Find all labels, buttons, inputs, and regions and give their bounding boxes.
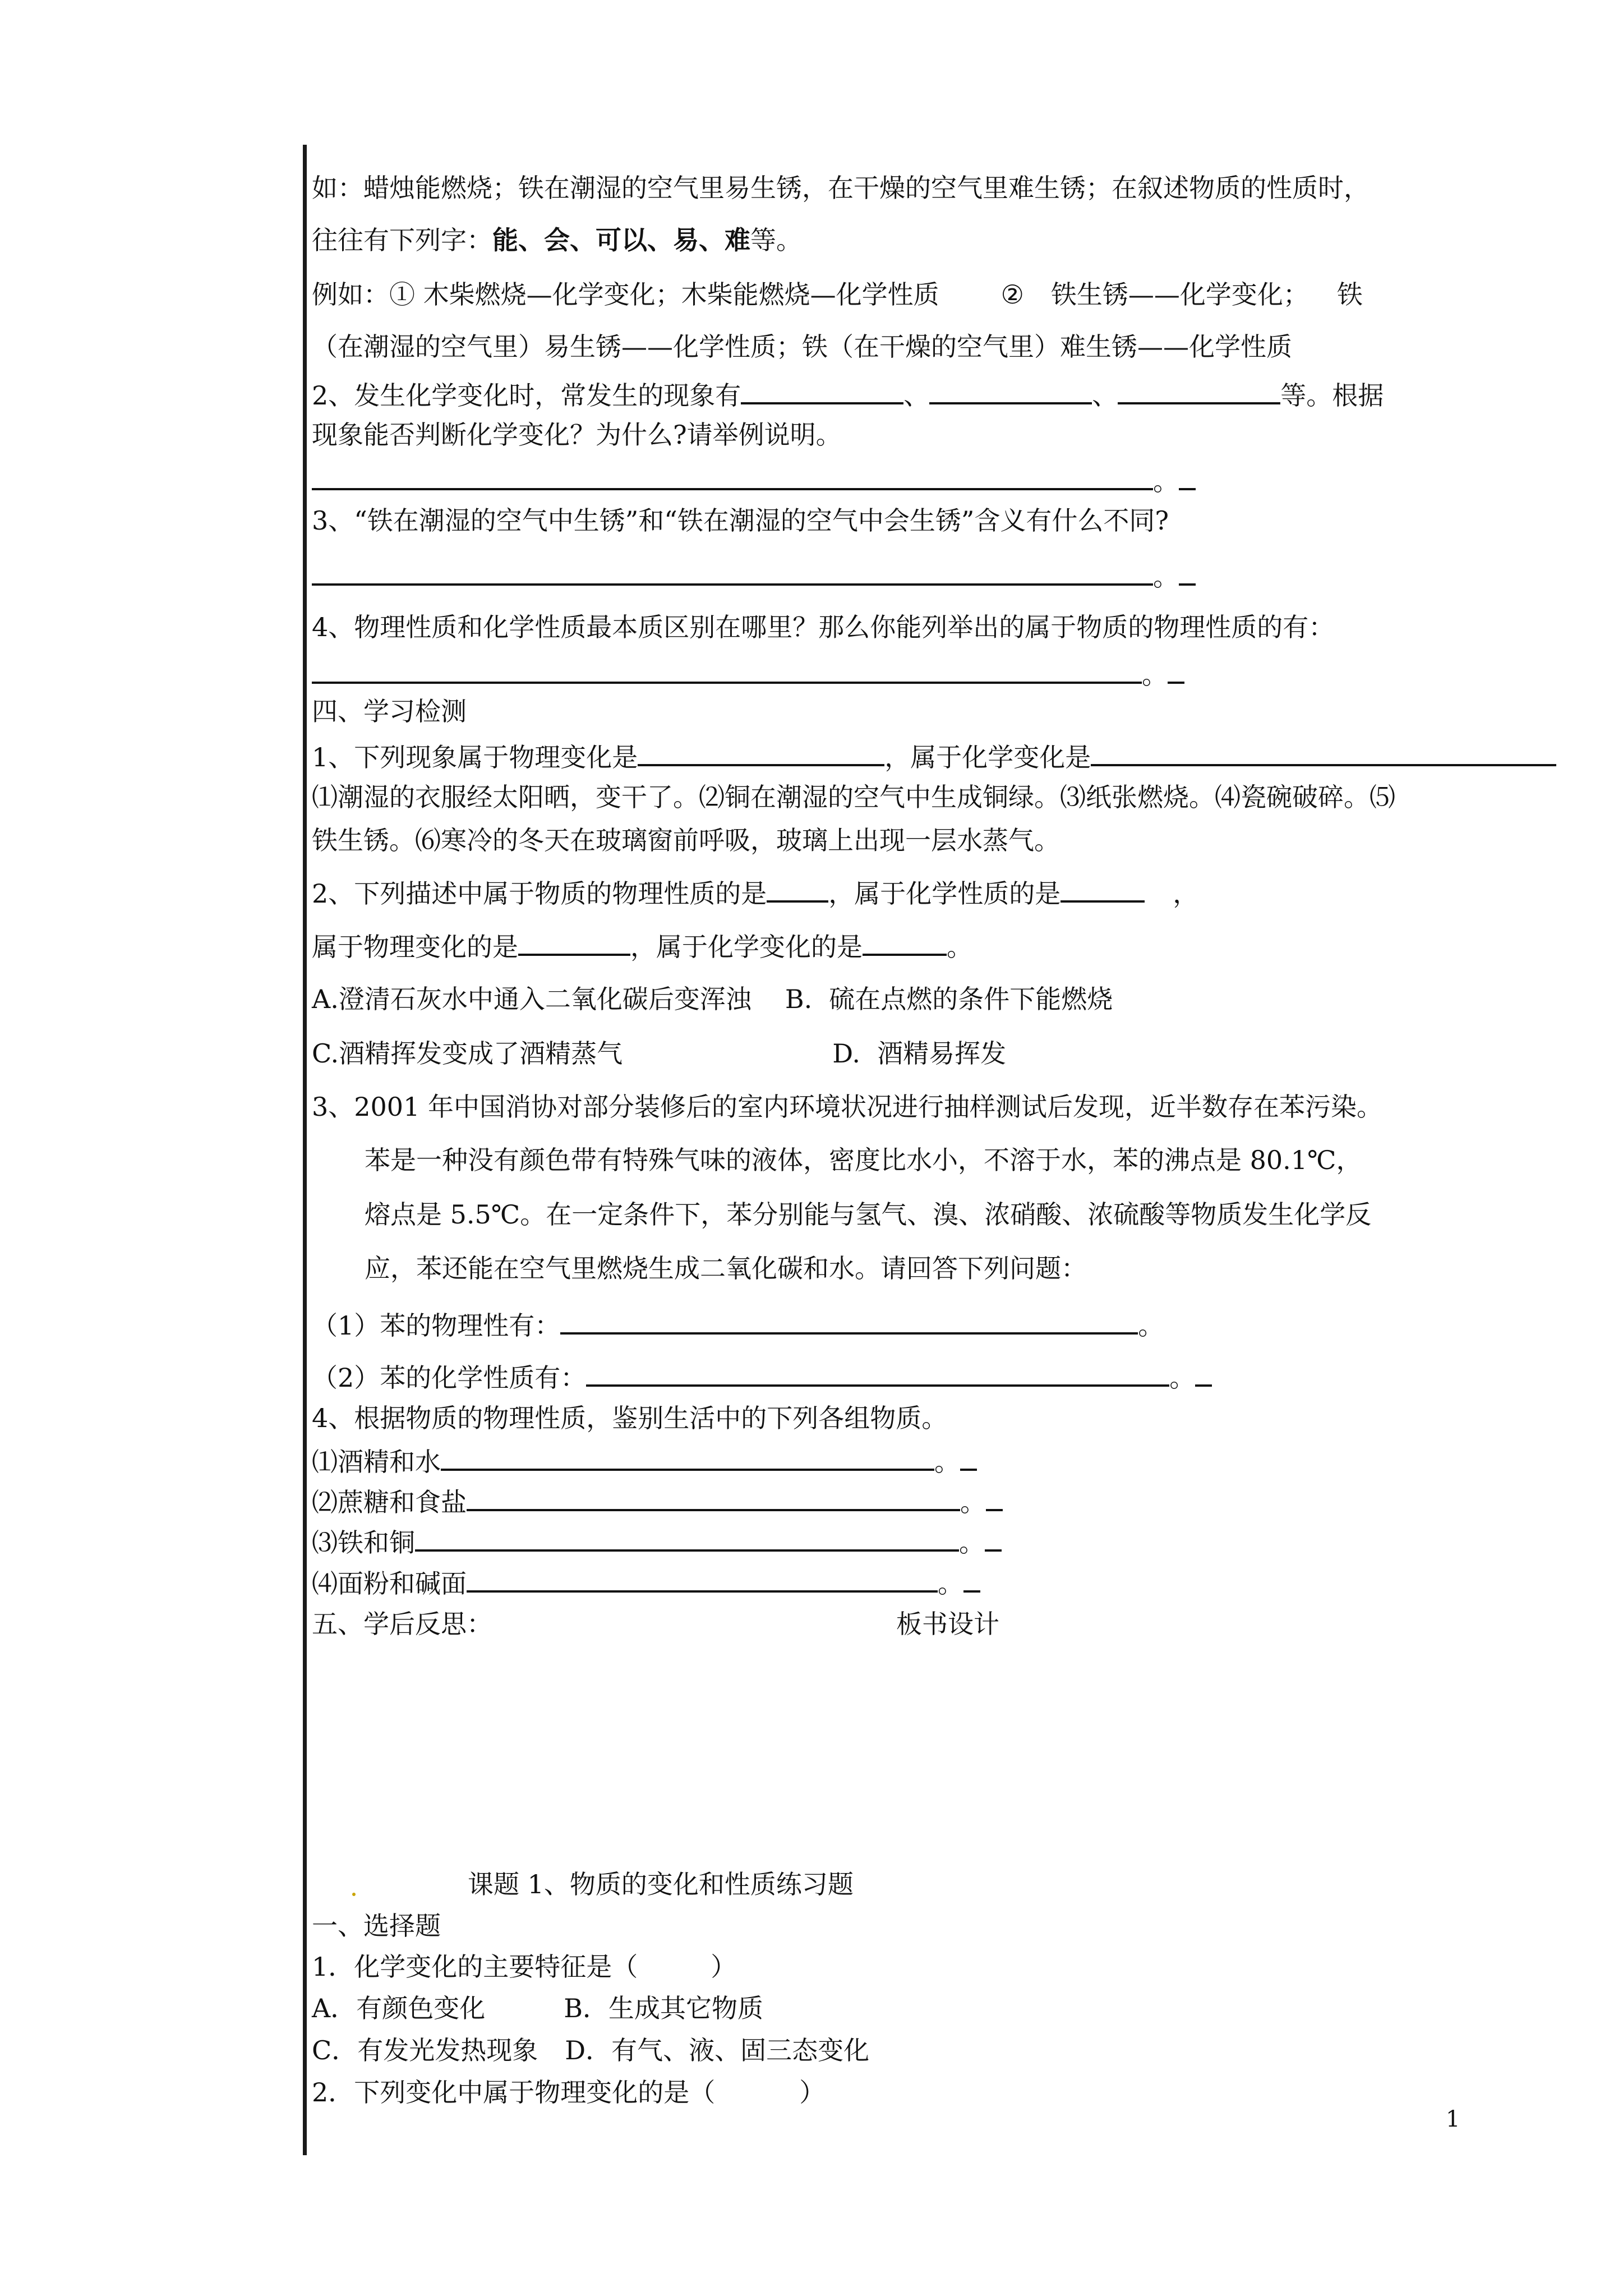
answer-line: [467, 1487, 960, 1511]
line-28: ⑵蔗糖和食盐 。: [312, 1487, 1003, 1515]
question-1: 1．化学变化的主要特征是（ ）: [312, 1952, 737, 1982]
line-21: 苯是一种没有颜色带有特殊气味的液体，密度比水小，不溶于水，苯的沸点是 80.1℃，: [365, 1145, 1362, 1175]
line-13: 1、下列现象属于物理变化是 ，属于化学变化是: [312, 742, 1556, 770]
exercise-title: 课题 1、物质的变化和性质练习题: [468, 1869, 854, 1899]
line-20: 3、2001 年中国消协对部分装修后的室内环境状况进行抽样测试后发现，近半数存在苯污染。: [312, 1092, 1382, 1122]
line-30: ⑷面粉和碱面 。: [312, 1568, 980, 1596]
section-heading-4: 四、学习检测: [312, 696, 467, 726]
line-11: 。: [312, 659, 1184, 688]
answer-line: [312, 659, 1142, 684]
q1-options-a-b: A．有颜色变化 B．生成其它物质: [312, 1993, 764, 2023]
answer-line: [312, 561, 1153, 586]
option-a-b: A.澄清石灰水中通入二氧化碳后变浑浊 B. 硫在点燃的条件下能燃烧: [312, 984, 1113, 1014]
answer-line: [441, 1446, 934, 1471]
line-04: （在潮湿的空气里）易生锈——化学性质；铁（在干燥的空气里）难生锈——化学性质: [312, 332, 1292, 362]
line-25: （2）苯的化学性质有： 。: [312, 1362, 1212, 1391]
blank: [1118, 380, 1280, 404]
page-number: 1: [1446, 2106, 1460, 2132]
line-01: 如：蜡烛能燃烧；铁在潮湿的空气里易生锈，在干燥的空气里难生锈；在叙述物质的性质时，: [312, 173, 1370, 203]
line-22: 熔点是 5.5℃。在一定条件下，苯分别能与氢气、溴、浓硝酸、浓硫酸等物质发生化学反: [365, 1199, 1372, 1230]
line-03: 例如：① 木柴燃烧—化学变化；木柴能燃烧—化学性质 ② 铁生锈——化学变化； 铁: [312, 279, 1363, 310]
keywords: 能、会、可以、易、难: [492, 225, 750, 255]
line-23: 应，苯还能在空气里燃烧生成二氧化碳和水。请回答下列问题：: [365, 1253, 1087, 1283]
line-05: 2、发生化学变化时，常发生的现象有 、 、 等。根据: [312, 380, 1384, 411]
line-09: 。: [312, 561, 1196, 590]
blank: [929, 380, 1092, 404]
line-29: ⑶铁和铜 。: [312, 1527, 1002, 1556]
answer-line: [415, 1527, 959, 1552]
line-17: 属于物理变化的是 ，属于化学变化的是 。: [312, 932, 972, 962]
blank: [741, 380, 903, 404]
line-24: （1）苯的物理性有： 。: [312, 1310, 1164, 1341]
answer-line: [560, 1310, 1138, 1335]
blank: [767, 878, 828, 903]
q1-options-c-d: C．有发光发热现象 D．有气、液、固三态变化: [312, 2035, 870, 2065]
answer-line: [586, 1362, 1169, 1387]
blank: [518, 931, 630, 956]
answer-line: [312, 466, 1153, 490]
margin-line: [303, 145, 307, 2155]
line-15: 铁生锈。⑹寒冷的冬天在玻璃窗前呼吸，玻璃上出现一层水蒸气。: [312, 825, 1060, 855]
line-02: 往往有下列字：能、会、可以、易、难等。: [312, 225, 802, 255]
blank: [1091, 742, 1556, 766]
line-10: 4、物理性质和化学性质最本质区别在哪里？那么你能列举出的属于物质的物理性质的有：: [312, 612, 1335, 642]
question-2: 2．下列变化中属于物理变化的是（ ）: [312, 2077, 826, 2108]
blank: [863, 931, 947, 956]
line-07: 。: [312, 466, 1196, 494]
answer-line: [467, 1568, 938, 1593]
blank: [638, 742, 884, 766]
line-27: ⑴酒精和水 。: [312, 1446, 977, 1475]
line-31: 五、学后反思： 板书设计: [312, 1609, 999, 1639]
blank: [1061, 878, 1145, 903]
line-14: ⑴潮湿的衣服经太阳晒，变干了。⑵铜在潮湿的空气中生成铜绿。⑶纸张燃烧。⑷瓷碗破碎。⑸: [312, 782, 1395, 812]
option-c-d: C.酒精挥发变成了酒精蒸气 D. 酒精易挥发: [312, 1038, 1007, 1069]
line-08: 3、“铁在潮湿的空气中生锈”和“铁在潮湿的空气中会生锈”含义有什么不同?: [312, 505, 1169, 536]
line-26: 4、根据物质的物理性质，鉴别生活中的下列各组物质。: [312, 1403, 948, 1433]
decorative-dot: [352, 1893, 356, 1896]
section-heading-1: 一、选择题: [312, 1911, 441, 1941]
line-06: 现象能否判断化学变化？为什么?请举例说明。: [312, 420, 842, 450]
line-16: 2、下列描述中属于物质的物理性质的是 ，属于化学性质的是 ，: [312, 878, 1199, 909]
